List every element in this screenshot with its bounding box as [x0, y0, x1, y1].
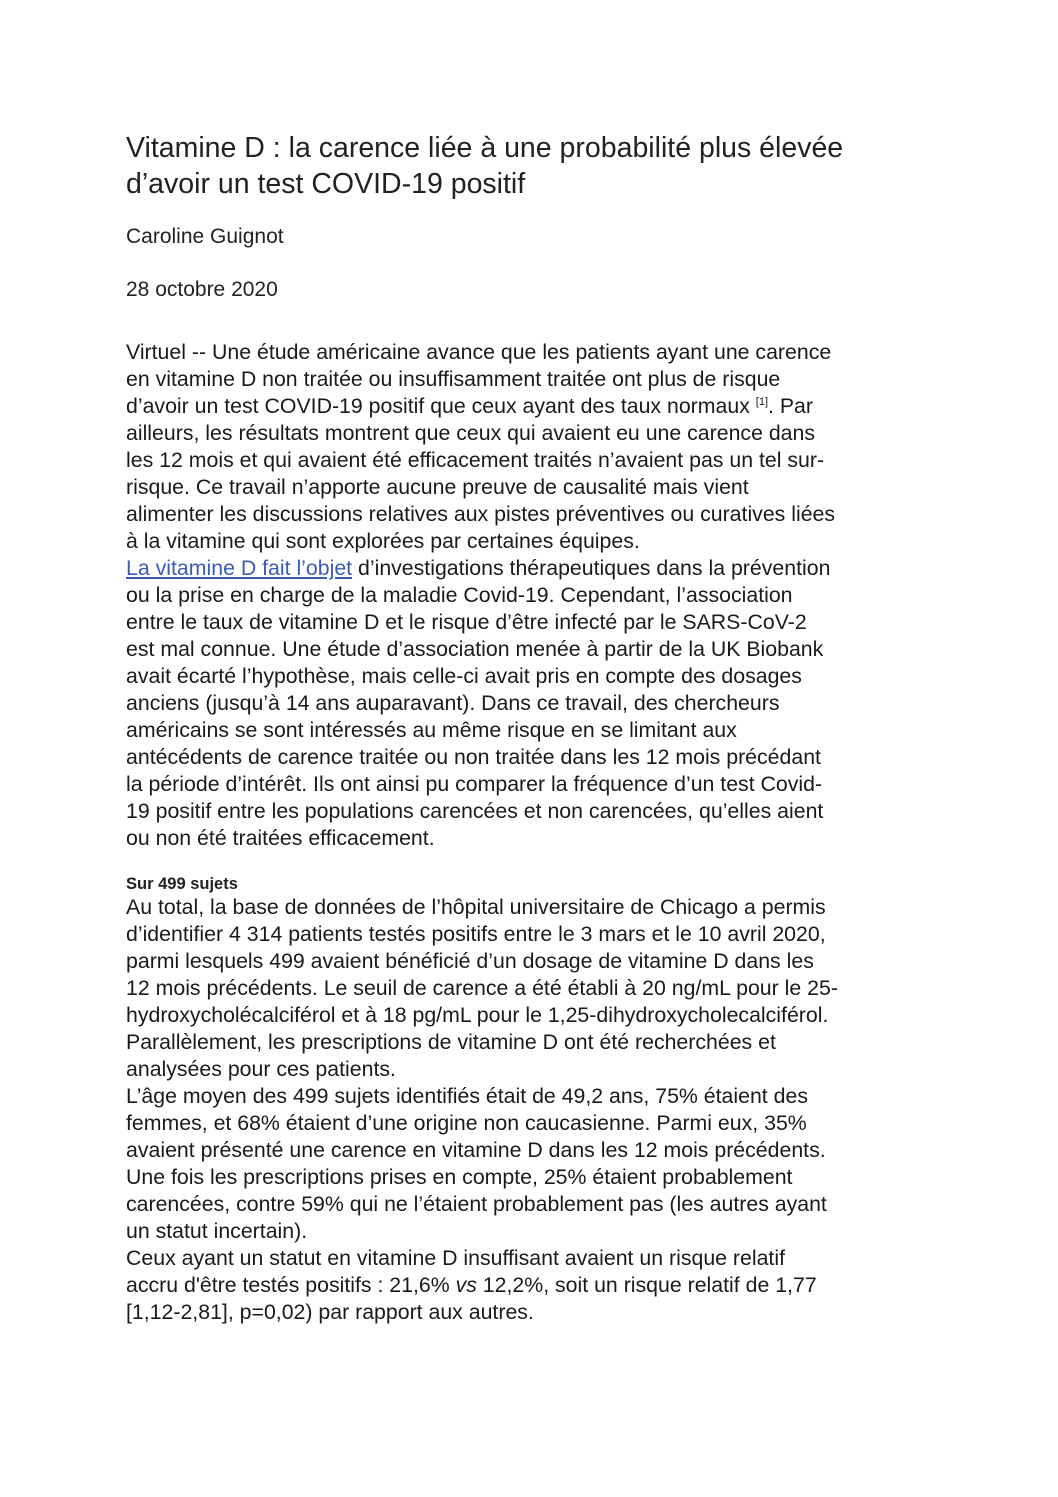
text-line: [1,12-2,81], p=0,02) par rapport aux autres. — [126, 1300, 534, 1324]
article-page — [126, 130, 946, 1326]
text-line: un statut incertain). — [126, 1219, 308, 1243]
text-line: d’identifier 4 314 patients testés positifs entre le 3 mars et le 10 avril 2020, — [126, 922, 826, 946]
text-segment: d’investigations thérapeutiques dans la prévention — [352, 556, 831, 580]
title-line: d’avoir un test COVID-19 positif — [126, 168, 526, 200]
text-line: la période d’intérêt. Ils ont ainsi pu comparer la fréquence d’un test Covid- — [126, 772, 823, 796]
text-line — [126, 1272, 946, 1299]
text-line: L’âge moyen des 499 sujets identifiés était de 49,2 ans, 75% étaient des — [126, 1084, 808, 1108]
text-line: alimenter les discussions relatives aux pistes préventives ou curatives liées — [126, 502, 836, 526]
text-segment: d’avoir un test COVID-19 positif que ceux ayant des taux normaux — [126, 394, 756, 418]
text-line: femmes, et 68% étaient d’une origine non caucasienne. Parmi eux, 35% — [126, 1111, 807, 1135]
text-segment: 12,2%, soit un risque relatif de 1,77 — [476, 1273, 817, 1297]
title-line: Vitamine D : la carence liée à une probabilité plus élevée — [126, 132, 844, 164]
text-segment: accru d'être testés positifs : 21,6% — [126, 1273, 456, 1297]
text-line: en vitamine D non traitée ou insuffisamment traitée ont plus de risque — [126, 367, 781, 391]
text-line: à la vitamine qui sont explorées par certaines équipes. — [126, 529, 640, 553]
author-name: Caroline Guignot — [126, 225, 284, 248]
text-line: hydroxycholécalciférol et à 18 pg/mL pour le 1,25-dihydroxycholecalciférol. — [126, 1003, 829, 1027]
vitamin-d-article-link[interactable]: La vitamine D fait l’objet — [126, 556, 353, 580]
text-line: analysées pour ces patients. — [126, 1057, 396, 1081]
text-line: ou la prise en charge de la maladie Covid-19. Cependant, l’association — [126, 583, 793, 607]
text-line: 12 mois précédents. Le seuil de carence a été établi à 20 ng/mL pour le 25- — [126, 976, 838, 1000]
text-line: Virtuel -- Une étude américaine avance que les patients ayant une carence — [126, 340, 832, 364]
text-line: parmi lesquels 499 avaient bénéficié d’un dosage de vitamine D dans les — [126, 949, 814, 973]
text-line: avait écarté l’hypothèse, mais celle-ci avait pris en compte des dosages — [126, 664, 802, 688]
text-line: américains se sont intéressés au même risque en se limitant aux — [126, 718, 737, 742]
reference-link[interactable]: [1] — [755, 395, 769, 408]
text-line: avaient présenté une carence en vitamine D dans les 12 mois précédents. — [126, 1138, 826, 1162]
body-paragraph — [126, 1083, 946, 1245]
text-line — [126, 555, 946, 582]
text-line: risque. Ce travail n’apporte aucune preuve de causalité mais vient — [126, 475, 749, 499]
text-line: Au total, la base de données de l’hôpital universitaire de Chicago a permis — [126, 895, 826, 919]
text-line: carencées, contre 59% qui ne l’étaient probablement pas (les autres ayant — [126, 1192, 827, 1216]
section-heading: Sur 499 sujets — [126, 875, 238, 893]
text-line: les 12 mois et qui avaient été efficacement traités n’avaient pas un tel sur- — [126, 448, 825, 472]
intro-paragraph — [126, 339, 946, 555]
text-line: Une fois les prescriptions prises en compte, 25% étaient probablement — [126, 1165, 793, 1189]
body-paragraph — [126, 1245, 946, 1326]
text-line: est mal connue. Une étude d’association menée à partir de la UK Biobank — [126, 637, 824, 661]
text-line: entre le taux de vitamine D et le risque d’être infecté par le SARS-CoV-2 — [126, 610, 807, 634]
text-line: ou non été traitées efficacement. — [126, 826, 435, 850]
text-line: Ceux ayant un statut en vitamine D insuffisant avaient un risque relatif — [126, 1246, 785, 1270]
body-paragraph — [126, 555, 946, 852]
text-segment: . Par — [768, 394, 813, 418]
text-line: anciens (jusqu’à 14 ans auparavant). Dans ce travail, des chercheurs — [126, 691, 780, 715]
text-line: Parallèlement, les prescriptions de vitamine D ont été recherchées et — [126, 1030, 776, 1054]
publication-date: 28 octobre 2020 — [126, 278, 278, 301]
text-line: 19 positif entre les populations carencées et non carencées, qu’elles aient — [126, 799, 824, 823]
versus-italic: vs — [455, 1273, 477, 1297]
text-line: ailleurs, les résultats montrent que ceux qui avaient eu une carence dans — [126, 421, 816, 445]
body-paragraph — [126, 894, 946, 1083]
text-line — [126, 393, 946, 420]
article-title — [126, 130, 946, 202]
text-line: antécédents de carence traitée ou non traitée dans les 12 mois précédant — [126, 745, 821, 769]
